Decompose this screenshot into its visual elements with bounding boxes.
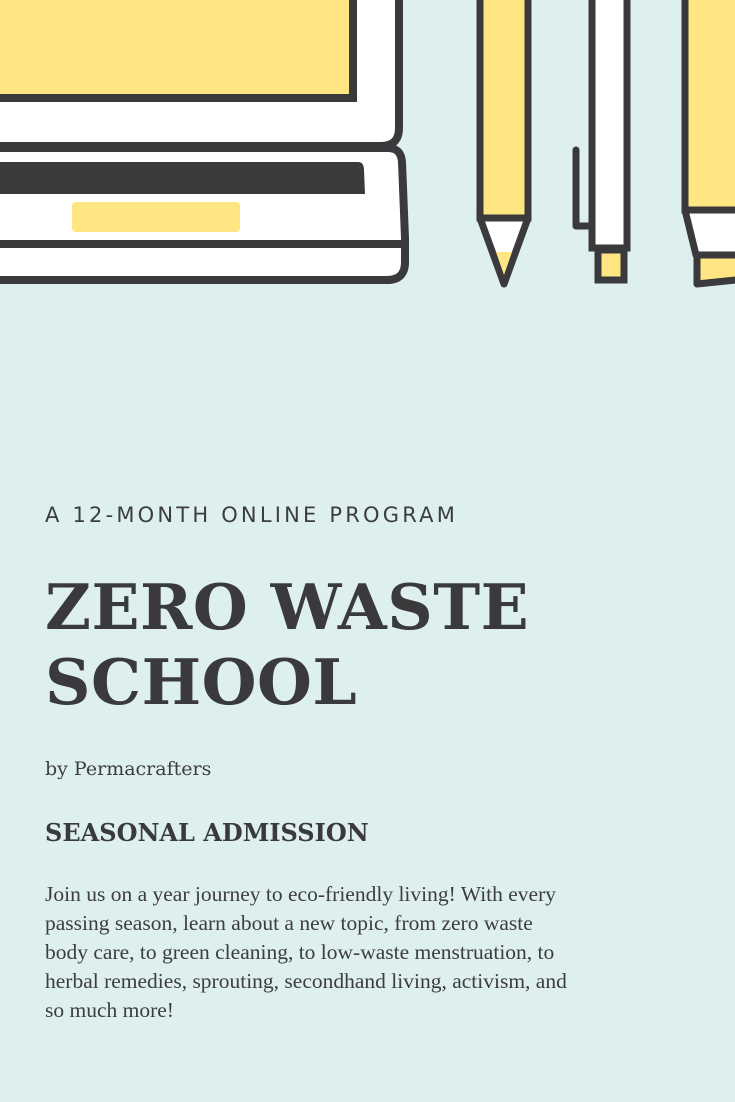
poster-title (45, 570, 645, 720)
pen-icon (576, 0, 627, 280)
pencil-icon (480, 0, 528, 284)
marker-icon (685, 0, 735, 284)
section-heading: SEASONAL ADMISSION (45, 818, 369, 847)
title-line-2: SCHOOL (45, 645, 358, 719)
laptop-trackpad (72, 202, 240, 232)
title-line-1: ZERO WASTE (45, 570, 530, 644)
laptop-screen (0, 0, 353, 98)
program-subtitle: A 12-MONTH ONLINE PROGRAM (45, 503, 459, 527)
school-supplies-illustration (0, 0, 735, 300)
laptop-icon (0, 0, 405, 280)
description-paragraph: Join us on a year journey to eco-friendly living! With every passing season, learn about a new topic, from zero waste body care, to green cleaning, to low-waste menstruation, to herbal remedies, sprouting, secondhand living, activism, and so much more! (45, 882, 567, 1022)
byline: by Permacrafters (45, 758, 212, 780)
